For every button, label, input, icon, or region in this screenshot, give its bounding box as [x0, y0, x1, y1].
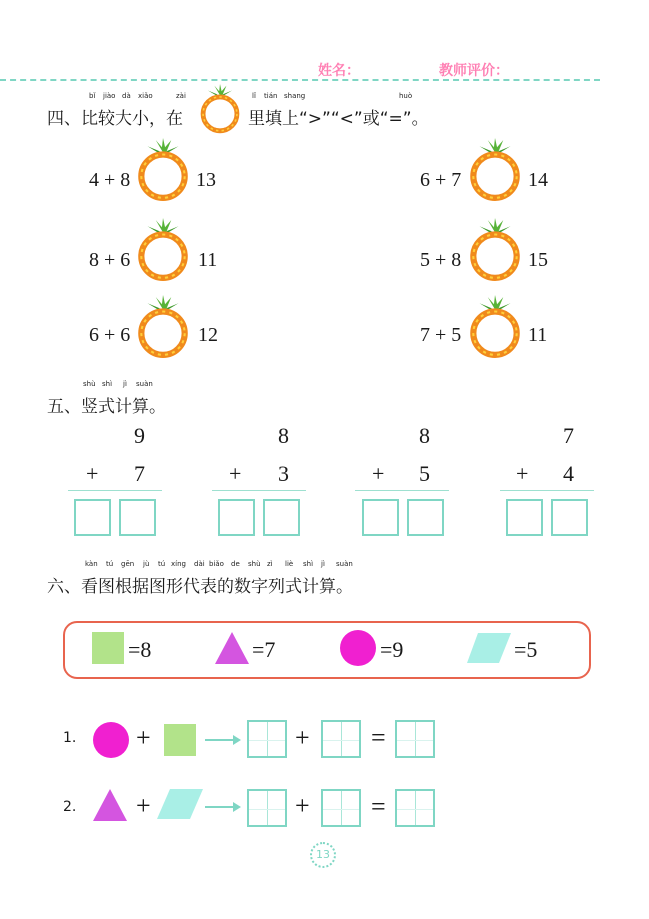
answer-pineapple-circle[interactable] — [469, 295, 521, 359]
answer-box-ones[interactable] — [263, 499, 300, 536]
pinyin: kàn — [85, 560, 98, 568]
pinyin: liè — [285, 560, 294, 568]
vertical-line — [212, 490, 306, 491]
pinyin: tú — [106, 560, 114, 568]
compare-right-expr-2: 5 + 8 — [420, 249, 462, 271]
vertical-bottom-number: 5 — [419, 461, 430, 486]
pinyin: shù — [248, 560, 261, 568]
answer-box-tens[interactable] — [74, 499, 111, 536]
compare-right-expr-1: 6 + 7 — [420, 169, 462, 191]
section-5-title-text: 五、竖式计算。 — [47, 397, 166, 417]
answer-pineapple-circle[interactable] — [137, 295, 189, 359]
parallelogram-value: =5 — [514, 637, 538, 662]
vertical-top-number: 8 — [278, 423, 289, 448]
pinyin: zài — [176, 92, 186, 100]
answer-pineapple-circle[interactable] — [137, 218, 189, 282]
pinyin: jiào — [103, 92, 116, 100]
plus-sign: + — [136, 723, 151, 752]
compare-left-expr-1: 4 + 8 — [89, 169, 131, 191]
section-6-title-text: 六、看图根据图形代表的数字列式计算。 — [47, 577, 353, 597]
plus-sign: + — [86, 461, 99, 486]
section-4-title-suffix: 里填上“>”“<”或“=”。 — [248, 109, 429, 129]
vertical-line — [500, 490, 594, 491]
equals-sign: = — [371, 792, 386, 821]
pinyin: shì — [102, 380, 113, 388]
pinyin: jì — [321, 560, 325, 568]
compare-left-expr-3: 6 + 6 — [89, 324, 131, 346]
pineapple-circle-icon — [198, 84, 242, 134]
pinyin: zì — [267, 560, 273, 568]
pinyin: suàn — [336, 560, 353, 568]
compare-right-val-2: 15 — [528, 249, 548, 271]
vertical-top-number: 7 — [563, 423, 574, 448]
square-value: =8 — [128, 637, 152, 662]
answer-box-tens[interactable] — [218, 499, 255, 536]
pinyin: de — [231, 560, 240, 568]
circle-shape-icon — [339, 629, 377, 667]
answer-box[interactable] — [321, 789, 361, 827]
name-label: 姓名： — [318, 63, 360, 79]
answer-box[interactable] — [321, 720, 361, 758]
section-5-title — [47, 380, 166, 417]
vertical-line — [355, 490, 449, 491]
answer-pineapple-circle[interactable] — [469, 138, 521, 202]
pinyin: dài — [194, 560, 205, 568]
compare-left-expr-2: 8 + 6 — [89, 249, 131, 271]
answer-box[interactable] — [395, 789, 435, 827]
plus-sign: + — [295, 791, 310, 820]
vertical-line — [68, 490, 162, 491]
vertical-bottom-number: 4 — [563, 461, 574, 486]
answer-box-tens[interactable] — [362, 499, 399, 536]
teacher-evaluation-label: 教师评价： — [439, 63, 509, 79]
section-4-title-prefix: 四、比较大小，在 — [47, 109, 183, 129]
plus-sign: + — [295, 723, 310, 752]
pinyin: xiǎo — [138, 92, 153, 100]
pinyin: bǐ — [89, 92, 96, 100]
section-4-title-suffix-wrap — [248, 92, 429, 129]
answer-pineapple-circle[interactable] — [137, 138, 189, 202]
square-shape-icon — [164, 724, 196, 756]
compare-left-val-2: 11 — [198, 249, 218, 271]
plus-sign: + — [516, 461, 529, 486]
answer-box-ones[interactable] — [407, 499, 444, 536]
triangle-value: =7 — [252, 637, 276, 662]
pinyin: lǐ — [252, 92, 256, 100]
vertical-top-number: 8 — [419, 423, 430, 448]
answer-box-ones[interactable] — [119, 499, 156, 536]
compare-right-val-1: 14 — [528, 169, 548, 191]
pinyin: tián — [264, 92, 278, 100]
pinyin: xíng — [171, 560, 186, 568]
question-1-label: 1. — [63, 730, 77, 746]
compare-right-expr-3: 7 + 5 — [420, 324, 462, 346]
pinyin: huò — [399, 92, 413, 100]
pinyin: gēn — [121, 560, 135, 568]
circle-shape-icon — [92, 721, 130, 759]
compare-right-val-3: 11 — [528, 324, 548, 346]
pinyin: jù — [143, 560, 150, 568]
square-shape-icon — [92, 632, 124, 664]
answer-box-ones[interactable] — [551, 499, 588, 536]
answer-box[interactable] — [395, 720, 435, 758]
triangle-shape-icon — [214, 631, 250, 665]
parallelogram-shape-icon — [466, 632, 512, 664]
plus-sign: + — [136, 791, 151, 820]
plus-sign: + — [372, 461, 385, 486]
pinyin: shù — [83, 380, 96, 388]
answer-box-tens[interactable] — [506, 499, 543, 536]
question-2-label: 2. — [63, 799, 77, 815]
pinyin: biǎo — [209, 560, 224, 568]
section-6-title — [47, 560, 353, 597]
compare-left-val-3: 12 — [198, 324, 218, 346]
arrow-right-icon — [205, 739, 239, 741]
pinyin: jì — [123, 380, 127, 388]
answer-pineapple-circle[interactable] — [469, 218, 521, 282]
compare-left-val-1: 13 — [196, 169, 216, 191]
triangle-shape-icon — [92, 788, 128, 822]
parallelogram-shape-icon — [156, 788, 204, 820]
vertical-top-number: 9 — [134, 423, 145, 448]
section-4-title — [47, 92, 186, 129]
pinyin: shang — [284, 92, 306, 100]
arrow-right-icon — [205, 806, 239, 808]
answer-box[interactable] — [247, 720, 287, 758]
pinyin: tú — [158, 560, 166, 568]
circle-value: =9 — [380, 637, 404, 662]
pinyin: shì — [303, 560, 314, 568]
page-number: 13 — [310, 842, 336, 868]
equals-sign: = — [371, 723, 386, 752]
answer-box[interactable] — [247, 789, 287, 827]
vertical-bottom-number: 3 — [278, 461, 289, 486]
vertical-bottom-number: 7 — [134, 461, 145, 486]
pinyin: dà — [122, 92, 131, 100]
plus-sign: + — [229, 461, 242, 486]
header-dashed-divider — [0, 79, 600, 81]
pinyin: suàn — [136, 380, 153, 388]
